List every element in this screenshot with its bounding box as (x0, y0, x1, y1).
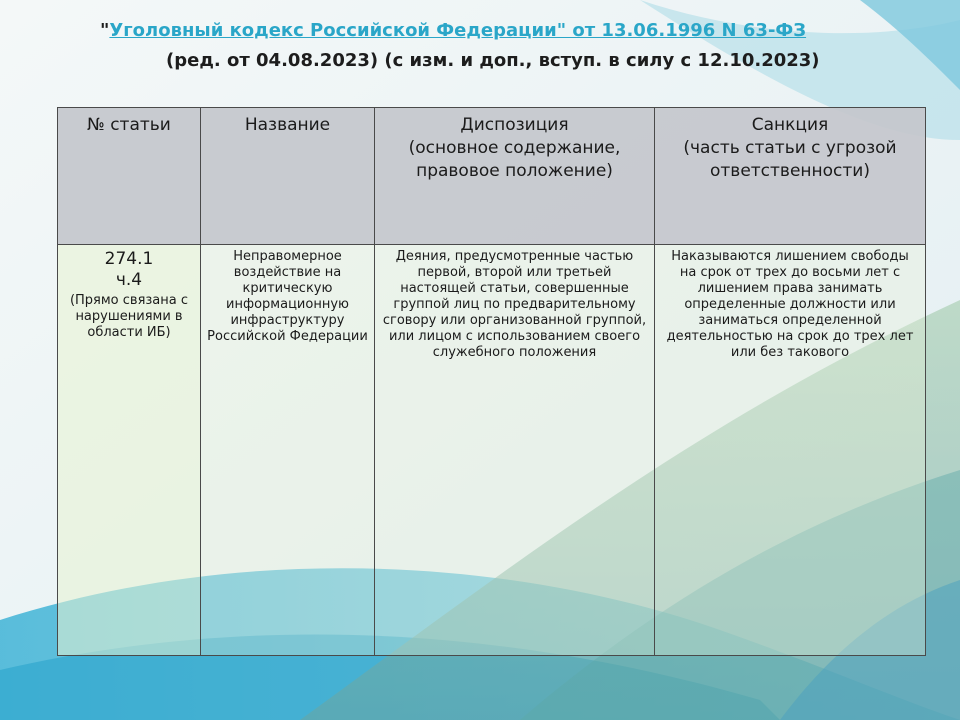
law-table (57, 107, 926, 656)
header-sanction: Санкция (часть статьи с угрозой ответственности) (655, 108, 926, 245)
cell-name (201, 245, 375, 656)
cell-article-number (58, 245, 201, 656)
article-note: (Прямо связана с нарушениями в области ИБ) (69, 293, 189, 340)
header-name: Название (201, 108, 375, 245)
article-number: 274.1 (104, 249, 154, 269)
table-row (58, 245, 926, 656)
header-article-number: № статьи (58, 108, 201, 245)
edition-line: (ред. от 04.08.2023) (с изм. и доп., вступ. в силу с 12.10.2023) (166, 50, 820, 71)
article-part: ч.4 (115, 270, 143, 290)
article-sanction: Наказываются лишением свободы на срок от трех до восьми лет с лишением права занимать определенные должности или заниматься определенной деятельностью на срок до трех лет или без такового (666, 249, 914, 360)
header-disposition: Диспозиция (основное содержание, правовое положение) (375, 108, 655, 245)
law-link[interactable]: Уголовный кодекс Российской Федерации" от 13.06.1996 N 63-ФЗ (109, 20, 807, 41)
article-name: Неправомерное воздействие на критическую информационную инфраструктуру Российской Федерации (207, 249, 368, 344)
article-disposition: Деяния, предусмотренные частью первой, второй или третьей настоящей статьи, совершенные группой лиц по предварительному сговору или организованной группой, или лицом с использованием своего служебного положения (382, 249, 647, 360)
cell-sanction (655, 245, 926, 656)
title-quote: " (100, 20, 110, 41)
title-line-1 (100, 20, 806, 41)
cell-disposition (375, 245, 655, 656)
table-header-row (58, 108, 926, 245)
